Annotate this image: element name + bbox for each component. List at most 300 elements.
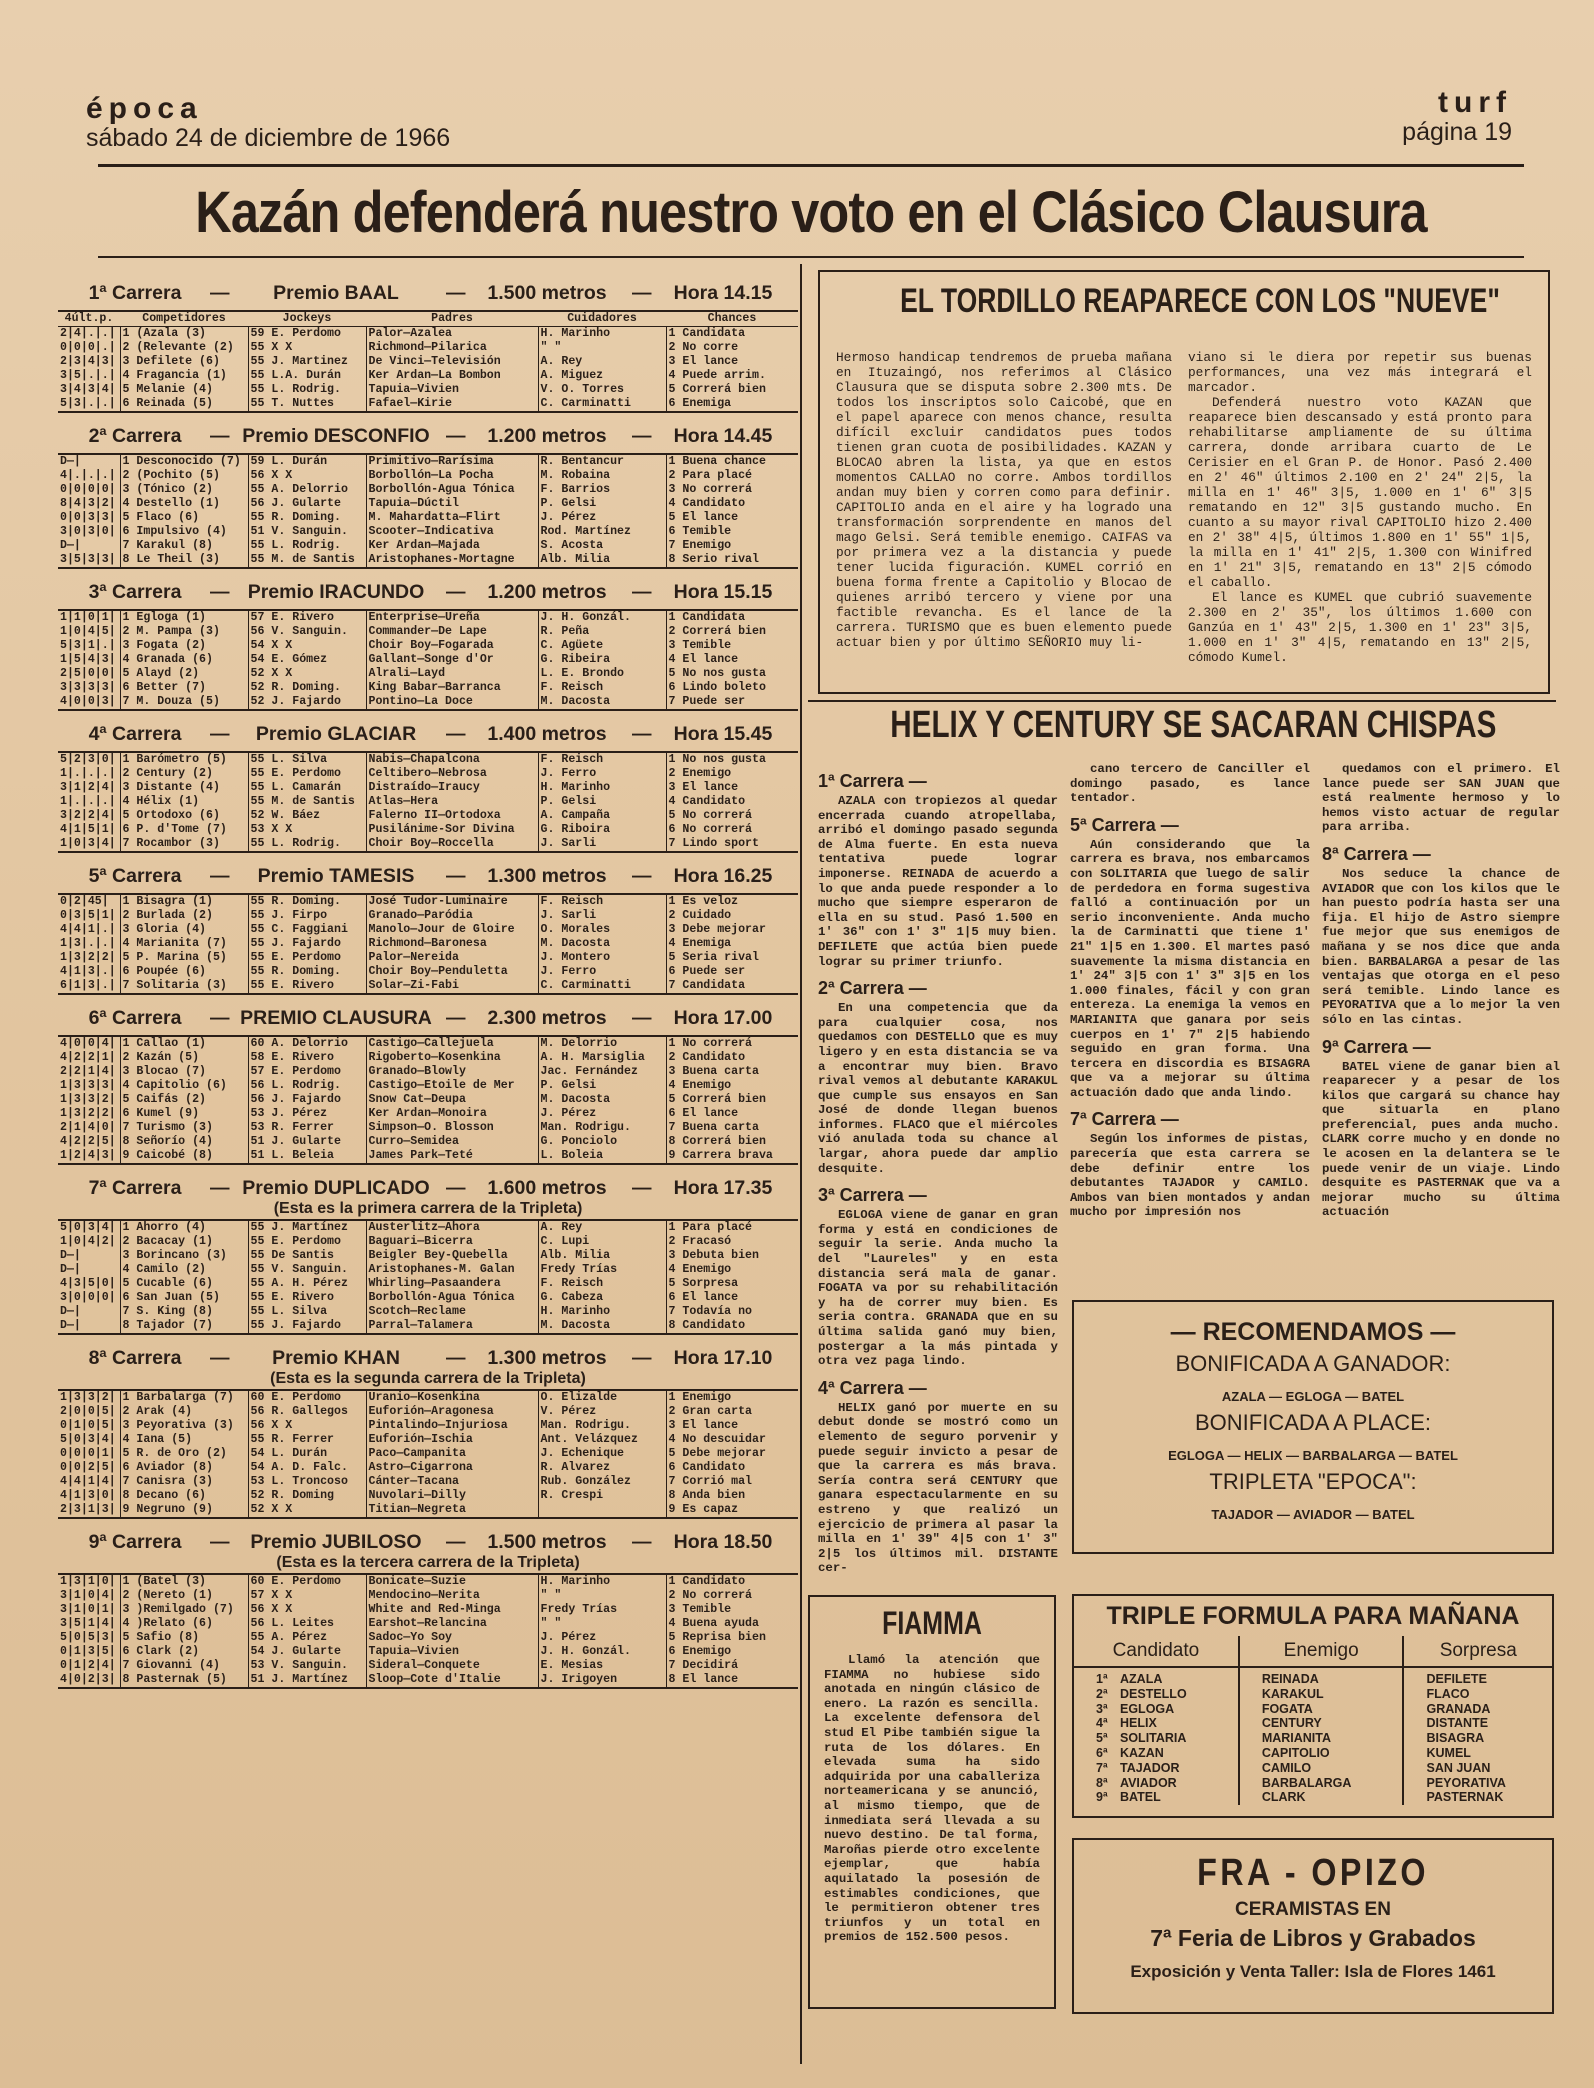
table-cell: Granado—Paródia (366, 909, 538, 923)
helix-title: HELIX Y CENTURY SE SACARAN CHISPAS (890, 704, 1497, 746)
tordillo-p3: El lance es KUMEL que cubrió suavemente 2.300 en 2' 35", los últimos 1.600 con Ganzúa en 1' 43" 2|5, 1.300 en 1' 23" 3|5, 1.000 en 1' 3" 4|5, rematando en 13" 2|5, cómodo Kumel. (1188, 590, 1532, 665)
title-dash: — (210, 282, 230, 304)
table-row (58, 752, 798, 767)
table-cell: 3 Blocao (7) (120, 1065, 248, 1079)
table-cell: White and Red-Minga (366, 1603, 538, 1617)
table-cell: O. Elizalde (538, 1390, 666, 1405)
table-cell: 52 R. Doming (248, 1489, 366, 1503)
table-cell: 55 R. Doming. (248, 511, 366, 525)
title-dash: — (446, 581, 466, 603)
table-cell: J. Pérez (538, 1107, 666, 1121)
table-cell: 4|1|3|0| (60, 1489, 116, 1502)
table-cell: 55 R. Doming. (248, 894, 366, 909)
race-distance: 1.300 metros (487, 865, 607, 887)
table-cell: 55 E. Perdomo (248, 951, 366, 965)
table-cell: E. Mesias (538, 1659, 666, 1673)
race-subheading: 1ª Carrera — (818, 771, 927, 791)
table-row (58, 1419, 798, 1433)
title-dash: — (210, 1007, 230, 1029)
formula-horse: DESTELLO (1120, 1686, 1187, 1701)
table-cell: J. Pérez (538, 1631, 666, 1645)
formula-race-number: 2ª (1096, 1686, 1108, 1701)
table-cell: 4 )Relato (6) (120, 1617, 248, 1631)
table-cell: 55 E. Rivero (248, 1291, 366, 1305)
table-cell: M. Robaina (538, 469, 666, 483)
table-cell: 6 El lance (666, 1291, 798, 1305)
place-picks: EGLOGA — HELIX — BARBALARGA — BATEL (1168, 1448, 1458, 1463)
race-comment: cano tercero de Canciller el domingo pasado, es lance tentador. (1070, 762, 1310, 806)
race-number: 2ª Carrera (88, 425, 182, 447)
table-cell: 4 El lance (666, 653, 798, 667)
table-cell: 5|3|1|.| (60, 639, 116, 652)
table-cell: 1|3|.|.| (60, 937, 116, 950)
table-cell: 60 E. Perdomo (248, 1574, 366, 1589)
formula-horse: BISAGRA (1426, 1731, 1485, 1746)
table-row (58, 937, 798, 951)
table-row (58, 1503, 798, 1518)
table-cell: M. Dacosta (538, 695, 666, 710)
race-title (58, 859, 798, 893)
table-cell: Tapuia—Vivien (366, 1645, 538, 1659)
table-cell: 6 Poupée (6) (120, 965, 248, 979)
table-cell: Jac. Fernández (538, 1065, 666, 1079)
title-dash: — (210, 723, 230, 745)
table-cell: 4|1|3|.| (60, 965, 116, 978)
table-cell: 2 Fracasó (666, 1235, 798, 1249)
table-cell: 3|1|0|1| (60, 1603, 116, 1616)
table-cell: 1 Buena chance (666, 454, 798, 469)
table-row (58, 1065, 798, 1079)
table-cell: Parral—Talamera (366, 1319, 538, 1334)
table-cell: 51 J. Martínez (248, 1673, 366, 1688)
table-cell: 7 Canisra (3) (120, 1475, 248, 1489)
table-cell: 9 Es capaz (666, 1503, 798, 1518)
table-cell: 2|2|1|4| (60, 1065, 116, 1078)
tripleta-label: TRIPLETA "EPOCA": (1209, 1469, 1417, 1494)
table-cell: Pontino—La Doce (366, 695, 538, 710)
table-cell: Borbollón-Agua Tónica (366, 1291, 538, 1305)
table-cell: 7 Todavía no (666, 1305, 798, 1319)
table-cell: J. Ferro (538, 767, 666, 781)
title-dash: — (632, 1007, 652, 1029)
tordillo-p1: viano si le diera por repetir sus buenas performances, una vez más integrará el marcador. (1188, 350, 1532, 395)
table-cell: 6 Lindo boleto (666, 681, 798, 695)
formula-horse: AVIADOR (1120, 1775, 1177, 1790)
table-row (58, 695, 798, 710)
table-cell: 1 Barómetro (5) (120, 752, 248, 767)
title-dash: — (446, 1007, 466, 1029)
table-cell: 1|3|2|2| (60, 1107, 116, 1120)
formula-horse: BATEL (1120, 1790, 1161, 1805)
table-cell: 7 M. Douza (5) (120, 695, 248, 710)
table-cell: F. Reisch (538, 681, 666, 695)
title-dash: — (210, 1347, 230, 1369)
table-cell: 55 J. Fajardo (248, 1319, 366, 1334)
title-dash: — (210, 865, 230, 887)
formula-horse: FOGATA (1261, 1701, 1313, 1716)
table-row (58, 979, 798, 994)
table-cell: Euforión—Aragonesa (366, 1405, 538, 1419)
tripleta-picks: TAJADOR — AVIADOR — BATEL (1211, 1507, 1415, 1522)
race-block (58, 1341, 798, 1519)
race-time: Hora 14.45 (673, 425, 773, 447)
table-cell: H. Marinho (538, 1574, 666, 1589)
race-subheading: 2ª Carrera — (818, 978, 927, 999)
race-comment: Nos seduce la chance de AVIADOR que con los kilos que le han puesto podría hasta ser una fija. El hijo de Astro siempre fue mejor que sus enemigos de mañana y se nos dice que anda bien. BARBALARGA a pesar de las ventajas que otorga en el peso será temible. Lindo lance es PEYORATIVA que a lo mejor la ven sólo en las cintas. (1322, 866, 1560, 1027)
table-cell: D—| (60, 539, 81, 552)
race-block (58, 1525, 798, 1689)
table-row (58, 909, 798, 923)
table-cell: P. Gelsi (538, 1079, 666, 1093)
table-cell: 2 Cuidado (666, 909, 798, 923)
table-cell: 6 Better (7) (120, 681, 248, 695)
triple-formula-title: TRIPLE FORMULA PARA MAÑANA (1106, 1602, 1520, 1630)
race-distance: 1.500 metros (487, 282, 607, 304)
helix-column-2 (1070, 762, 1310, 1220)
table-cell: 60 A. Delorrio (248, 1036, 366, 1051)
column-divider (800, 264, 802, 2064)
issue-date: sábado 24 de diciembre de 1966 (86, 124, 451, 152)
table-cell: F. Reisch (538, 752, 666, 767)
table-cell: Fafael—Kirie (366, 397, 538, 412)
table-cell: 4|2|2|5| (60, 1135, 116, 1148)
formula-race-number: 8ª (1096, 1775, 1108, 1790)
table-cell: 8 Correrá bien (666, 1135, 798, 1149)
formula-horse: BARBALARGA (1261, 1775, 1352, 1790)
table-cell: 4 Hélix (1) (120, 795, 248, 809)
table-cell: 7 Decidirá (666, 1659, 798, 1673)
table-row (58, 823, 798, 837)
table-cell: 55 C. Faggiani (248, 923, 366, 937)
title-dash: — (446, 1531, 466, 1553)
table-cell: 4 Capitolio (6) (120, 1079, 248, 1093)
table-cell: 4 Destello (1) (120, 497, 248, 511)
formula-horse: REINADA (1261, 1672, 1319, 1686)
race-subheading: 5ª Carrera — (1070, 814, 1179, 835)
formula-horse: FLACO (1426, 1686, 1470, 1701)
table-cell: 55 A. H. Pérez (248, 1277, 366, 1291)
table-cell: 3|0|0|0| (60, 1291, 116, 1304)
table-cell: J. Pérez (538, 511, 666, 525)
table-cell: 5 Seria rival (666, 951, 798, 965)
formula-horse: KAZAN (1120, 1745, 1164, 1760)
table-cell: 4|2|2|1| (60, 1051, 116, 1064)
table-cell: 1 Callao (1) (120, 1036, 248, 1051)
table-cell: 2 (Relevante (2) (120, 341, 248, 355)
triple-formula-box (1072, 1594, 1554, 1818)
table-cell: 53 R. Ferrer (248, 1121, 366, 1135)
table-cell: J. Montero (538, 951, 666, 965)
title-dash: — (446, 865, 466, 887)
table-cell: 4 Granada (6) (120, 653, 248, 667)
table-cell: 55 E. Perdomo (248, 1235, 366, 1249)
formula-horse: PEYORATIVA (1426, 1775, 1506, 1790)
table-cell: 2|3|4|3| (60, 355, 116, 368)
table-cell: 3|0|3|0| (60, 525, 116, 538)
table-cell: Castigo—Etoile de Mer (366, 1079, 538, 1093)
table-cell: Falerno II—Ortodoxa (366, 809, 538, 823)
race-comment: En una competencia que da para cualquier cosa, nos quedamos con DESTELLO que es muy ligero y en esta distancia se va a encontrar muy bien. Bravo rival vemos al debutante KARAKUL que cumple sus ensayos en San José de donde llegan buenos informes. FLACO que el miércoles vió anulada toda su chance al largar, ahora puede dar amplio desquite. (818, 1001, 1058, 1176)
table-cell: Earshot—Relancina (366, 1617, 538, 1631)
table-cell: F. Reisch (538, 1277, 666, 1291)
table-cell: 7 Karakul (8) (120, 539, 248, 553)
ad-line-1: CERAMISTAS EN (1235, 1899, 1391, 1920)
table-cell: M. Dacosta (538, 1093, 666, 1107)
fiamma-text: Llamó la atención que FIAMMA no hubiese sido anotada en ningún clásico de enero. La razón es sencilla. La excelente defensora del stud El Pibe también sigue la ruta de los dólares. En elevada suma ha sido adquirida por una caballeriza norteamericana y se anunció, al mismo tiempo, que de inmediata será llevada a su nuevo destino. De tal forma, Maroñas pierde otro excelente ejemplar, que había aquilatado la posesión de estimables condiciones, que le permitieron obtener tres triunfos y un total en premios de 152.500 pesos. (824, 1653, 1040, 1945)
table-row (58, 781, 798, 795)
title-dash: — (632, 723, 652, 745)
table-cell: 6 Aviador (8) (120, 1461, 248, 1475)
table-cell: 57 E. Perdomo (248, 1065, 366, 1079)
win-label: BONIFICADA A GANADOR: (1175, 1351, 1451, 1376)
table-cell: Granado—Blowly (366, 1065, 538, 1079)
table-row (58, 795, 798, 809)
table-row (58, 341, 798, 355)
race-block (58, 575, 798, 711)
table-cell: 3 No correrá (666, 483, 798, 497)
table-cell: 56 L. Leites (248, 1617, 366, 1631)
table-header-cell: Competidores (120, 311, 248, 327)
table-cell: C. Lupi (538, 1235, 666, 1249)
table-cell: Fredy Trías (538, 1263, 666, 1277)
table-cell: P. Gelsi (538, 795, 666, 809)
table-cell: 5 Alayd (2) (120, 667, 248, 681)
table-cell: 3 El lance (666, 1419, 798, 1433)
table-cell: 1 (Batel (3) (120, 1574, 248, 1589)
formula-race-number: 5ª (1096, 1731, 1108, 1746)
tordillo-p2: Defenderá nuestro voto KAZAN que reaparece bien descansado y está pronto para rehabilitarse ampliamente de su última carrera, donde arribara cuarto de Le Cerisier en el Gran P. de Honor. Pasó 2.400 en 2' 46" últimos 2.100 en 2' 24" 2|5, la milla en 1' 46" 3|5, 1.000 en 1' 6" 3|5 rematando en 12" 3|5 gustando mucho. En cuanto a su mayor rival CAPITOLIO hizo 2.400 en 2' 38" 4|5, últimos 1.800 en 1' 55" 1|5, la milla en 1' 41" 2|5, 1.300 con Winifred en 1' 21" 3|5, rematando en 13" 2|5 cómodo el caballo. (1188, 395, 1532, 590)
table-cell: King Babar—Barranca (366, 681, 538, 695)
table-cell: Nuvolari—Dilly (366, 1489, 538, 1503)
table-cell: 7 Giovanni (4) (120, 1659, 248, 1673)
table-row (58, 1617, 798, 1631)
table-cell: Euforión—Ischia (366, 1433, 538, 1447)
table-cell: 4|0|0|4| (60, 1037, 116, 1050)
table-cell: 3 Gloria (4) (120, 923, 248, 937)
race-time: Hora 15.15 (673, 581, 773, 603)
table-cell: 2 Gran carta (666, 1405, 798, 1419)
table-cell: 5 Debe mejorar (666, 1447, 798, 1461)
table-cell: 9 Carrera brava (666, 1149, 798, 1164)
table-cell: 60 E. Perdomo (248, 1390, 366, 1405)
table-cell: 0|0|3|3| (60, 511, 116, 524)
table-cell: 56 X X (248, 1419, 366, 1433)
formula-horse: CAPITOLIO (1261, 1745, 1330, 1760)
table-row (58, 1121, 798, 1135)
race-number: 6ª Carrera (88, 1007, 182, 1029)
race-block (58, 1001, 798, 1165)
table-cell: 55 L. Silva (248, 752, 366, 767)
table-cell: Man. Rodrigu. (538, 1419, 666, 1433)
table-cell: 3|3|3|3| (60, 681, 116, 694)
table-cell: 9 Negruno (9) (120, 1503, 248, 1518)
table-cell: 2|5|0|0| (60, 667, 116, 680)
formula-horse: DEFILETE (1426, 1672, 1487, 1686)
table-cell: 9 Caicobé (8) (120, 1149, 248, 1164)
table-cell: J. Echenique (538, 1447, 666, 1461)
table-row (58, 553, 798, 568)
race-comment: BATEL viene de ganar bien al reaparecer y a pesar de los kilos que cargará su chance hay que situarla en plano preferencial, pues anda mucho. CLARK corre mucho y en donde no le acosen en la delantera se le puede venir de un viaje. Lindo desquite es PASTERNAK que va a mejorar mucho su última actuación (1322, 1059, 1560, 1220)
table-cell: 55 L.A. Durán (248, 369, 366, 383)
table-cell: Ker Ardan—Monoira (366, 1107, 538, 1121)
table-cell: Pusilánime-Sor Divina (366, 823, 538, 837)
table-cell: Rub. González (538, 1475, 666, 1489)
table-cell: 5 Flaco (6) (120, 511, 248, 525)
table-row (58, 454, 798, 469)
table-cell: C. Carminatti (538, 397, 666, 412)
title-dash: — (632, 581, 652, 603)
table-cell: 6 Clark (2) (120, 1645, 248, 1659)
table-cell: 53 X X (248, 823, 366, 837)
table-cell: A. Campaña (538, 809, 666, 823)
table-cell: 2|0|0|5| (60, 1405, 116, 1418)
formula-horse: KARAKUL (1261, 1686, 1324, 1701)
table-cell: 55 L. Silva (248, 1305, 366, 1319)
table-cell: F. Barrios (538, 483, 666, 497)
table-cell: 2 M. Pampa (3) (120, 625, 248, 639)
table-cell: 7 Puede ser (666, 695, 798, 710)
table-cell: 5 El lance (666, 511, 798, 525)
table-cell: 57 E. Rivero (248, 610, 366, 625)
formula-race-number: 3ª (1096, 1701, 1108, 1716)
table-cell: 3 Temible (666, 639, 798, 653)
table-cell: Choir Boy—Penduletta (366, 965, 538, 979)
table-cell: Fredy Trías (538, 1603, 666, 1617)
table-cell: Alb. Milia (538, 553, 666, 568)
table-cell: G. Riboira (538, 823, 666, 837)
table-cell: Sloop—Cote d'Italie (366, 1673, 538, 1688)
race-prize: Premio DUPLICADO (242, 1177, 430, 1199)
table-cell: 2 No correrá (666, 1589, 798, 1603)
formula-horse: MARIANITA (1261, 1731, 1332, 1746)
table-cell: 8 Decano (6) (120, 1489, 248, 1503)
table-cell: Whirling—Pasaandera (366, 1277, 538, 1291)
table-cell: Castigo—Callejuela (366, 1036, 538, 1051)
table-cell: 1 Bisagra (1) (120, 894, 248, 909)
table-row (58, 809, 798, 823)
race-time: Hora 16.25 (673, 865, 773, 887)
table-cell: 4|4|1|.| (60, 923, 116, 936)
table-cell: H. Marinho (538, 1305, 666, 1319)
table-cell: Austerlitz—Ahora (366, 1220, 538, 1235)
table-cell: 7 Turismo (3) (120, 1121, 248, 1135)
table-cell: 56 V. Sanguin. (248, 625, 366, 639)
table-cell: 3|5|1|4| (60, 1617, 116, 1630)
table-cell: 55 L. Camarán (248, 781, 366, 795)
table-cell: Nabis—Chapalcona (366, 752, 538, 767)
formula-horse: GRANADA (1426, 1701, 1491, 1716)
table-cell: 4|0|2|3| (60, 1673, 116, 1686)
recommendations-box (1072, 1300, 1554, 1554)
table-cell: 0|0|2|5| (60, 1461, 116, 1474)
table-cell: 0|1|2|4| (60, 1659, 116, 1672)
table-cell: 2 Para placé (666, 469, 798, 483)
race-comment: quedamos con el primero. El lance puede ser SAN JUAN que está realmente hermoso y lo hemos visto actuar de regular para arriba. (1322, 762, 1560, 835)
table-cell: 52 J. Fajardo (248, 695, 366, 710)
table-row (58, 1036, 798, 1051)
race-table (58, 1573, 798, 1689)
table-cell: 59 E. Perdomo (248, 327, 366, 342)
race-table (58, 893, 798, 995)
table-cell: D—| (60, 1263, 81, 1276)
race-table (58, 1035, 798, 1165)
formula-horse: SAN JUAN (1426, 1760, 1491, 1775)
table-cell: L. Boleia (538, 1149, 666, 1164)
table-cell: 8 El lance (666, 1673, 798, 1688)
race-prize: Premio IRACUNDO (247, 581, 425, 603)
table-cell: C. Carminatti (538, 979, 666, 994)
race-prize: Premio BAAL (273, 282, 399, 304)
table-cell: 1|3|3|2| (60, 1093, 116, 1106)
table-row (58, 1659, 798, 1673)
table-cell: 1|3|3|2| (60, 1391, 116, 1404)
table-cell: 1 Para placé (666, 1220, 798, 1235)
table-cell: Manolo—Jour de Gloire (366, 923, 538, 937)
tordillo-article (818, 270, 1550, 694)
title-dash: — (446, 1177, 466, 1199)
table-row (58, 610, 798, 625)
table-row (58, 1447, 798, 1461)
table-cell: 55 J. Martínez (248, 1220, 366, 1235)
table-cell: Baguari—Bicerra (366, 1235, 538, 1249)
table-cell: 3 Fogata (2) (120, 639, 248, 653)
table-cell: 1|.|.|.| (60, 767, 116, 780)
race-time: Hora 17.00 (673, 1007, 773, 1029)
table-cell: 6 Candidato (666, 1461, 798, 1475)
race-title (58, 575, 798, 609)
race-subheading: 7ª Carrera — (1070, 1109, 1179, 1130)
race-distance: 1.300 metros (487, 1347, 607, 1369)
table-cell: S. Acosta (538, 539, 666, 553)
table-row (58, 1135, 798, 1149)
table-cell: Choir Boy—Fogarada (366, 639, 538, 653)
table-cell: 54 X X (248, 639, 366, 653)
table-cell: V. O. Torres (538, 383, 666, 397)
table-cell: 4 Enemiga (666, 937, 798, 951)
table-cell: 2 Candidato (666, 1051, 798, 1065)
table-cell: J. Ferro (538, 965, 666, 979)
table-cell: Atlas—Hera (366, 795, 538, 809)
table-cell: 3 Defilete (6) (120, 355, 248, 369)
race-block (58, 419, 798, 569)
table-cell: 55 J. Fajardo (248, 937, 366, 951)
table-cell: A. H. Marsiglia (538, 1051, 666, 1065)
race-subtitle: (Esta es la segunda carrera de la Tripleta) (270, 1370, 586, 1387)
race-subtitle: (Esta es la tercera carrera de la Tripleta) (276, 1554, 580, 1571)
table-row (58, 965, 798, 979)
table-cell: Ker Ardan—La Bombon (366, 369, 538, 383)
table-header-cell: Cuidadores (538, 311, 666, 327)
table-cell: 1 Egloga (1) (120, 610, 248, 625)
race-distance: 1.400 metros (487, 723, 607, 745)
table-cell: 4|1|5|1| (60, 823, 116, 836)
table-cell: 3|1|2|4| (60, 781, 116, 794)
table-cell: J. H. Gonzál. (538, 1645, 666, 1659)
table-row (58, 397, 798, 412)
race-distance: 2.300 metros (487, 1007, 607, 1029)
table-cell: 2 Burlada (2) (120, 909, 248, 923)
ad-line-3: Exposición y Venta Taller: Isla de Flores 1461 (1130, 1962, 1496, 1981)
table-cell: 8 Le Theil (3) (120, 553, 248, 568)
table-cell: 2 (Nereto (1) (120, 1589, 248, 1603)
table-cell: Uranio—Kosenkina (366, 1390, 538, 1405)
table-cell: 4 Marianita (7) (120, 937, 248, 951)
table-cell: 55 E. Rivero (248, 979, 366, 994)
title-dash: — (446, 1347, 466, 1369)
race-number: 1ª Carrera (88, 282, 182, 304)
title-dash: — (632, 282, 652, 304)
table-row (58, 1149, 798, 1164)
